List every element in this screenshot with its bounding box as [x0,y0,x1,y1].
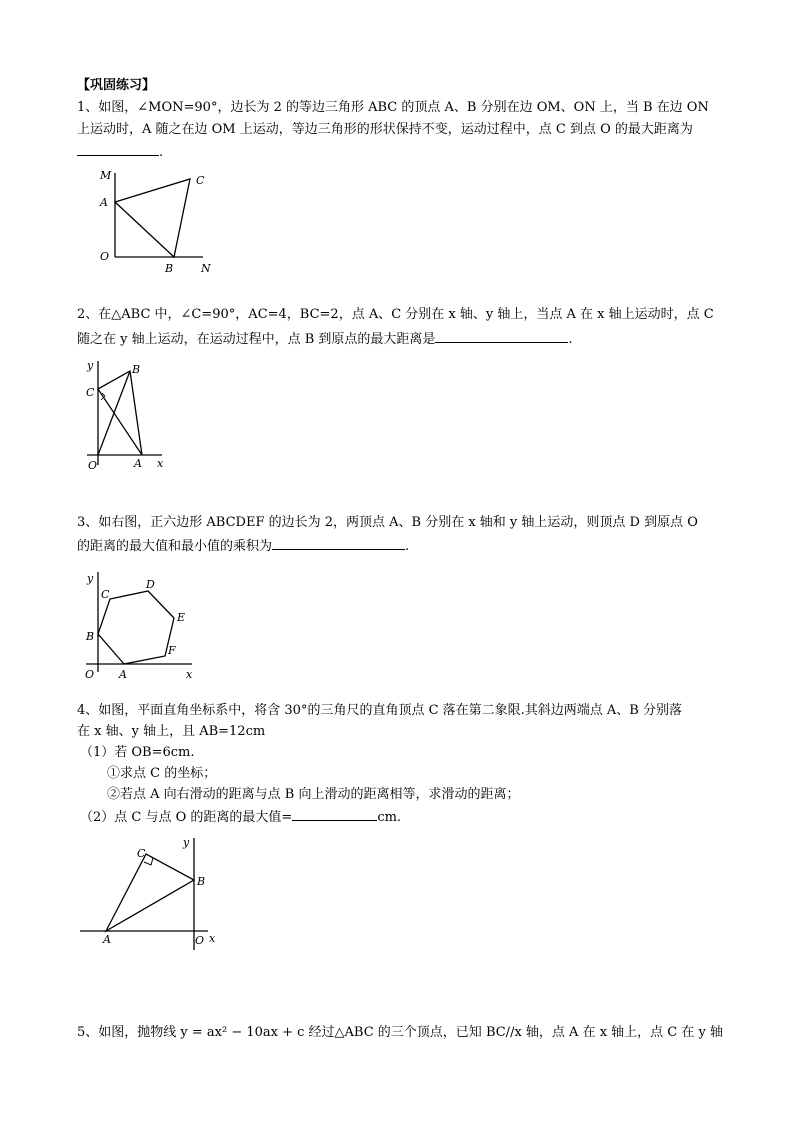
q4-label-a: A [103,933,111,946]
q2-triangle-abc [98,371,142,455]
q4-label-x: x [209,932,216,945]
q1-figure [95,165,225,280]
q3-label-a: A [119,668,127,681]
q1-period: . [159,145,164,160]
q2-label-o: O [88,459,98,472]
q3-label-f: F [168,644,176,657]
q1-label-c: C [196,174,205,187]
q2-label-c: C [86,386,95,399]
q1-triangle-abc [115,179,190,257]
q3-hexagon-abcdef [98,591,174,664]
q2-label-x: x [157,457,164,470]
q4-text-line-2: 在 x 轴、y 轴上，且 AB=12cm [77,724,266,739]
q1-label-b: B [165,262,174,275]
q4-sub-question-1b: ②若点 A 向右滑动的距离与点 B 向上滑动的距离相等，求滑动的距离； [107,787,520,802]
q4-text-line-1: 4、如图，平面直角坐标系中，将含 30°的三角尺的直角顶点 C 落在第二象限.其斜边两端点 A、B 分别落 [77,703,682,718]
q2-text-line-2-body: 随之在 y 轴上运动，在运动过程中，点 B 到原点的最大距离是 [77,332,436,347]
q1-text-line-1: 1、如图，∠MON=90°，边长为 2 的等边三角形 ABC 的顶点 A、B 分别在边 OM、ON 上，当 B 在边 ON [77,100,709,115]
q2-label-b: B [132,363,141,376]
q4-sub-question-2-body: （2）点 C 与点 O 的距离的最大值= [80,810,293,825]
q4-label-c: C [137,847,146,860]
q2-text-line-2 [77,330,722,348]
q3-text-line-2 [77,537,722,555]
q3-label-d: D [146,578,155,591]
q1-label-m: M [100,169,112,182]
q3-text-line-1: 3、如右图，正六边形 ABCDEF 的边长为 2，两顶点 A、B 分别在 x 轴和 y 轴上运动，则顶点 D 到原点 O [77,515,698,530]
q1-text-line-2: 上运动时，A 随之在边 OM 上运动，等边三角形的形状保持不变，运动过程中，点 C 到点 O 的最大距离为 [77,122,693,137]
q2-text-line-1: 2、在△ABC 中，∠C=90°，AC=4，BC=2，点 A、C 分别在 x 轴、y 轴上，当点 A 在 x 轴上运动时，点 C [77,307,714,322]
q4-unit: cm. [377,810,402,825]
q4-answer-blank[interactable] [292,808,377,821]
q4-label-y: y [183,836,190,849]
q4-figure [80,830,225,955]
q2-label-y: y [87,359,94,372]
q4-triangle-abc [106,854,194,931]
q3-label-x: x [186,668,193,681]
q1-label-n: N [201,262,211,275]
q3-label-b: B [86,630,95,643]
q3-figure [82,568,212,683]
q3-label-o: O [85,668,95,681]
q2-figure [82,355,177,480]
q3-answer-blank[interactable] [272,537,405,550]
q1-text-line-3 [77,143,722,161]
q5-text-line-1: 5、如图，抛物线 y = ax² − 10ax + c 经过△ABC 的三个顶点，已知 BC//x 轴，点 A 在 x 轴上，点 C 在 y 轴 [77,1025,723,1040]
q3-label-y: y [87,572,94,585]
section-heading: 【巩固练习】 [77,78,156,93]
q3-text-line-2-body: 的距离的最大值和最小值的乘积为 [77,539,273,554]
q1-label-o: O [100,250,110,263]
q2-period: . [568,332,573,347]
q3-period: . [405,539,410,554]
q4-label-o: O [195,934,205,947]
q2-answer-blank[interactable] [435,330,568,343]
q4-label-b: B [197,875,206,888]
q1-answer-blank[interactable] [77,143,159,156]
q2-segment-ob [98,371,130,455]
q1-label-a: A [100,196,108,209]
q4-sub-question-1a: ①求点 C 的坐标； [107,766,217,781]
q3-label-c: C [101,588,110,601]
q2-label-a: A [134,457,142,470]
q4-sub-question-2 [80,808,725,826]
q4-sub-question-1: （1）若 OB=6cm. [80,745,195,760]
q3-label-e: E [177,611,186,624]
